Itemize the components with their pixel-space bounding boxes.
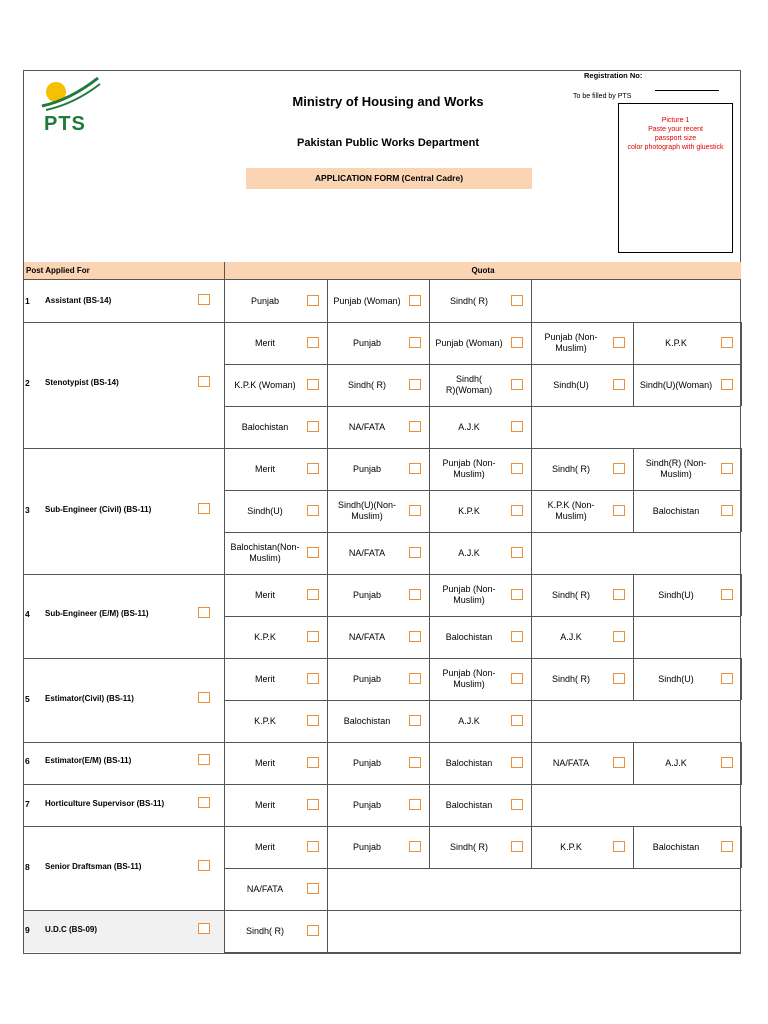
quota-option-label: NA/FATA [348, 547, 386, 558]
quota-cell-divider [327, 364, 328, 406]
quota-checkbox[interactable] [511, 715, 523, 726]
column-quota-header: Quota [225, 262, 741, 280]
quota-cell-divider [327, 448, 328, 490]
quota-checkbox[interactable] [307, 925, 319, 936]
quota-cell-divider [327, 616, 328, 658]
quota-cell-divider [531, 574, 532, 616]
quota-option-label: Balochistan(Non- Muslim) [230, 542, 300, 563]
quota-checkbox[interactable] [613, 589, 625, 600]
quota-checkbox[interactable] [307, 337, 319, 348]
quota-checkbox[interactable] [721, 757, 733, 768]
quota-cell-divider [741, 448, 742, 490]
quota-cell-divider [531, 448, 532, 490]
filled-by-label: To be filled by PTS [573, 93, 632, 100]
quota-option-label: Merit [255, 589, 275, 600]
post-checkbox[interactable] [198, 607, 210, 618]
post-name: U.D.C (BS-09) [45, 925, 98, 934]
quota-cell-divider [327, 658, 328, 700]
quota-option-label: Sindh(U) [553, 379, 589, 390]
quota-cell-divider [633, 490, 634, 532]
quota-checkbox[interactable] [307, 295, 319, 306]
post-number: 1 [25, 296, 30, 306]
quota-option-label: K.P.K (Non- Muslim) [547, 500, 595, 521]
quota-option-label: Punjab [352, 337, 382, 348]
quota-checkbox[interactable] [721, 505, 733, 516]
quota-checkbox[interactable] [409, 505, 421, 516]
quota-option-label: Sindh( R) [551, 463, 590, 474]
quota-option-label: Sindh(U)(Woman) [639, 379, 713, 390]
quota-checkbox[interactable] [409, 757, 421, 768]
quota-checkbox[interactable] [511, 631, 523, 642]
quota-checkbox[interactable] [721, 673, 733, 684]
quota-cell-divider [429, 742, 430, 784]
quota-option-label: K.P.K [560, 841, 582, 852]
post-checkbox[interactable] [198, 860, 210, 871]
quota-option-label: Punjab (Non- Muslim) [442, 458, 496, 479]
photo-box[interactable] [618, 103, 733, 253]
quota-checkbox[interactable] [409, 715, 421, 726]
quota-cell-divider [429, 322, 430, 364]
quota-option-label: Balochistan [343, 715, 391, 726]
post-name: Estimator(Civil) (BS-11) [45, 694, 134, 703]
quota-cell-divider [327, 910, 328, 952]
quota-cell-divider [429, 364, 430, 406]
quota-checkbox[interactable] [307, 379, 319, 390]
quota-cell-divider [327, 826, 328, 868]
quota-checkbox[interactable] [307, 715, 319, 726]
quota-option-label: Punjab [352, 589, 382, 600]
quota-option-label: A.J.K [458, 421, 480, 432]
quota-checkbox[interactable] [307, 589, 319, 600]
quota-option-label: Sindh( R) [551, 589, 590, 600]
quota-cell-divider [429, 700, 430, 742]
quota-option-label: Punjab (Woman) [333, 295, 401, 306]
quota-checkbox[interactable] [613, 841, 625, 852]
quota-checkbox[interactable] [721, 463, 733, 474]
quota-cell-divider [327, 868, 328, 910]
quota-option-label: K.P.K [254, 715, 276, 726]
quota-option-label: Sindh(R) (Non- Muslim) [645, 458, 707, 479]
quota-cell-divider [531, 406, 532, 448]
quota-option-label: Balochistan [445, 799, 493, 810]
quota-cell-divider [531, 700, 532, 742]
post-number: 7 [25, 799, 30, 809]
quota-cell-divider [429, 406, 430, 448]
quota-checkbox[interactable] [409, 547, 421, 558]
quota-cell-divider [429, 490, 430, 532]
quota-option-label: Merit [255, 673, 275, 684]
quota-checkbox[interactable] [613, 757, 625, 768]
quota-checkbox[interactable] [511, 589, 523, 600]
post-checkbox[interactable] [198, 376, 210, 387]
post-checkbox[interactable] [198, 754, 210, 765]
quota-option-label: Punjab [352, 757, 382, 768]
quota-checkbox[interactable] [511, 295, 523, 306]
quota-checkbox[interactable] [613, 631, 625, 642]
quota-row-divider [225, 952, 741, 953]
quota-option-label: Balochistan [652, 841, 700, 852]
quota-option-label: Merit [255, 337, 275, 348]
quota-option-label: Punjab [352, 841, 382, 852]
quota-cell-divider [531, 322, 532, 364]
quota-option-label: K.P.K [254, 631, 276, 642]
quota-checkbox[interactable] [307, 799, 319, 810]
quota-option-label: K.P.K [458, 505, 480, 516]
quota-checkbox[interactable] [613, 505, 625, 516]
quota-checkbox[interactable] [721, 589, 733, 600]
quota-cell-divider [429, 616, 430, 658]
quota-cell-divider [327, 700, 328, 742]
quota-option-label: Sindh(U) [658, 589, 694, 600]
quota-checkbox[interactable] [409, 673, 421, 684]
quota-cell-divider [531, 742, 532, 784]
photo-line: passport size [654, 135, 697, 142]
post-quota-divider [224, 262, 225, 954]
quota-checkbox[interactable] [409, 295, 421, 306]
photo-line: Paste your recent [648, 126, 703, 133]
quota-checkbox[interactable] [307, 757, 319, 768]
registration-field[interactable] [655, 90, 719, 91]
quota-cell-divider [327, 742, 328, 784]
quota-cell-divider [741, 364, 742, 406]
quota-cell-divider [429, 574, 430, 616]
quota-cell-divider [429, 280, 430, 322]
quota-cell-divider [429, 532, 430, 574]
quota-checkbox[interactable] [409, 841, 421, 852]
quota-cell-divider [531, 490, 532, 532]
photo-line: Picture 1 [661, 117, 690, 124]
post-name: Estimator(E/M) (BS-11) [45, 756, 132, 765]
quota-option-label: Sindh( R)(Woman) [445, 374, 493, 395]
quota-checkbox[interactable] [307, 463, 319, 474]
quota-cell-divider [531, 784, 532, 826]
quota-cell-divider [429, 826, 430, 868]
post-number: 2 [25, 378, 30, 388]
quota-option-label: Sindh(U)(Non- Muslim) [337, 500, 397, 521]
department-title: Pakistan Public Works Department [297, 137, 479, 149]
quota-checkbox[interactable] [613, 337, 625, 348]
quota-option-label: A.J.K [458, 715, 480, 726]
post-checkbox[interactable] [198, 797, 210, 808]
quota-cell-divider [327, 280, 328, 322]
quota-cell-divider [633, 574, 634, 616]
quota-checkbox[interactable] [511, 757, 523, 768]
pts-logo-icon [40, 76, 102, 116]
quota-option-label: A.J.K [458, 547, 480, 558]
photo-line: color photograph with gluestick [627, 144, 724, 151]
quota-cell-divider [429, 658, 430, 700]
post-number: 4 [25, 609, 30, 619]
quota-checkbox[interactable] [409, 799, 421, 810]
post-number: 3 [25, 505, 30, 515]
quota-option-label: Punjab [352, 463, 382, 474]
quota-checkbox[interactable] [409, 337, 421, 348]
quota-cell-divider [531, 364, 532, 406]
post-number: 6 [25, 756, 30, 766]
post-name: Assistant (BS-14) [45, 296, 112, 305]
quota-cell-divider [531, 616, 532, 658]
quota-option-label: Merit [255, 799, 275, 810]
quota-checkbox[interactable] [613, 673, 625, 684]
quota-cell-divider [429, 784, 430, 826]
quota-option-label: Punjab (Woman) [435, 337, 503, 348]
quota-cell-divider [327, 784, 328, 826]
quota-cell-divider [741, 490, 742, 532]
quota-checkbox[interactable] [511, 463, 523, 474]
post-number: 8 [25, 862, 30, 872]
column-post-header: Post Applied For [24, 262, 224, 280]
quota-cell-divider [633, 658, 634, 700]
quota-cell-divider [633, 616, 634, 658]
quota-cell-divider [741, 322, 742, 364]
quota-cell-divider [531, 658, 532, 700]
quota-cell-divider [741, 658, 742, 700]
quota-cell-divider [531, 532, 532, 574]
quota-cell-divider [633, 742, 634, 784]
post-name: Sub-Engineer (E/M) (BS-11) [45, 609, 149, 618]
quota-option-label: Merit [255, 463, 275, 474]
quota-option-label: NA/FATA [348, 631, 386, 642]
quota-checkbox[interactable] [307, 505, 319, 516]
quota-cell-divider [741, 574, 742, 616]
quota-checkbox[interactable] [307, 673, 319, 684]
quota-checkbox[interactable] [511, 841, 523, 852]
post-checkbox[interactable] [198, 503, 210, 514]
quota-checkbox[interactable] [511, 337, 523, 348]
quota-checkbox[interactable] [307, 421, 319, 432]
quota-cell-divider [327, 532, 328, 574]
quota-cell-divider [633, 364, 634, 406]
quota-checkbox[interactable] [511, 673, 523, 684]
quota-checkbox[interactable] [613, 379, 625, 390]
quota-checkbox[interactable] [511, 421, 523, 432]
quota-option-label: Balochistan [445, 757, 493, 768]
quota-checkbox[interactable] [511, 379, 523, 390]
quota-checkbox[interactable] [511, 547, 523, 558]
post-name: Senior Draftsman (BS-11) [45, 862, 142, 871]
quota-cell-divider [633, 322, 634, 364]
quota-checkbox[interactable] [721, 337, 733, 348]
quota-checkbox[interactable] [721, 379, 733, 390]
quota-option-label: NA/FATA [246, 883, 284, 894]
post-number: 9 [25, 925, 30, 935]
quota-option-label: Balochistan [652, 505, 700, 516]
quota-option-label: Sindh( R) [245, 925, 284, 936]
post-name: Sub-Engineer (Civil) (BS-11) [45, 505, 152, 514]
quota-cell-divider [633, 448, 634, 490]
post-checkbox[interactable] [198, 923, 210, 934]
logo-text: PTS [44, 113, 86, 135]
quota-option-label: K.P.K [665, 337, 687, 348]
quota-option-label: Punjab (Non- Muslim) [442, 668, 496, 689]
quota-cell-divider [741, 826, 742, 868]
quota-option-label: Sindh(U) [658, 673, 694, 684]
quota-checkbox[interactable] [307, 841, 319, 852]
quota-option-label: Sindh( R) [347, 379, 386, 390]
form-title: APPLICATION FORM (Central Cadre) [246, 168, 532, 189]
quota-option-label: Balochistan [241, 421, 289, 432]
quota-checkbox[interactable] [307, 547, 319, 558]
quota-option-label: Punjab (Non- Muslim) [544, 332, 598, 353]
quota-checkbox[interactable] [307, 631, 319, 642]
post-checkbox[interactable] [198, 294, 210, 305]
ministry-title: Ministry of Housing and Works [292, 94, 484, 109]
registration-label: Registration No: [584, 71, 643, 80]
quota-cell-divider [531, 826, 532, 868]
quota-checkbox[interactable] [511, 799, 523, 810]
quota-option-label: NA/FATA [552, 757, 590, 768]
quota-option-label: NA/FATA [348, 421, 386, 432]
quota-option-label: Punjab [352, 799, 382, 810]
quota-checkbox[interactable] [409, 589, 421, 600]
quota-cell-divider [429, 448, 430, 490]
post-number: 5 [25, 694, 30, 704]
post-checkbox[interactable] [198, 692, 210, 703]
quota-option-label: Merit [255, 841, 275, 852]
quota-checkbox[interactable] [613, 463, 625, 474]
quota-cell-divider [327, 322, 328, 364]
quota-cell-divider [327, 574, 328, 616]
quota-cell-divider [741, 742, 742, 784]
quota-checkbox[interactable] [307, 883, 319, 894]
quota-cell-divider [327, 406, 328, 448]
quota-option-label: Sindh(U) [247, 505, 283, 516]
quota-checkbox[interactable] [721, 841, 733, 852]
quota-option-label: Merit [255, 757, 275, 768]
post-name: Horticulture Supervisor (BS-11) [45, 799, 165, 808]
quota-checkbox[interactable] [409, 463, 421, 474]
quota-option-label: Punjab (Non- Muslim) [442, 584, 496, 605]
quota-cell-divider [531, 280, 532, 322]
quota-option-label: K.P.K (Woman) [234, 379, 296, 390]
quota-cell-divider [633, 826, 634, 868]
quota-checkbox[interactable] [409, 631, 421, 642]
post-name: Stenotypist (BS-14) [45, 378, 119, 387]
quota-checkbox[interactable] [409, 421, 421, 432]
quota-option-label: Sindh( R) [449, 295, 488, 306]
quota-cell-divider [327, 490, 328, 532]
quota-option-label: A.J.K [560, 631, 582, 642]
quota-checkbox[interactable] [511, 505, 523, 516]
quota-option-label: Punjab [250, 295, 280, 306]
quota-option-label: A.J.K [665, 757, 687, 768]
quota-option-label: Punjab [352, 673, 382, 684]
quota-option-label: Sindh( R) [449, 841, 488, 852]
quota-checkbox[interactable] [409, 379, 421, 390]
quota-option-label: Balochistan [445, 631, 493, 642]
quota-option-label: Sindh( R) [551, 673, 590, 684]
